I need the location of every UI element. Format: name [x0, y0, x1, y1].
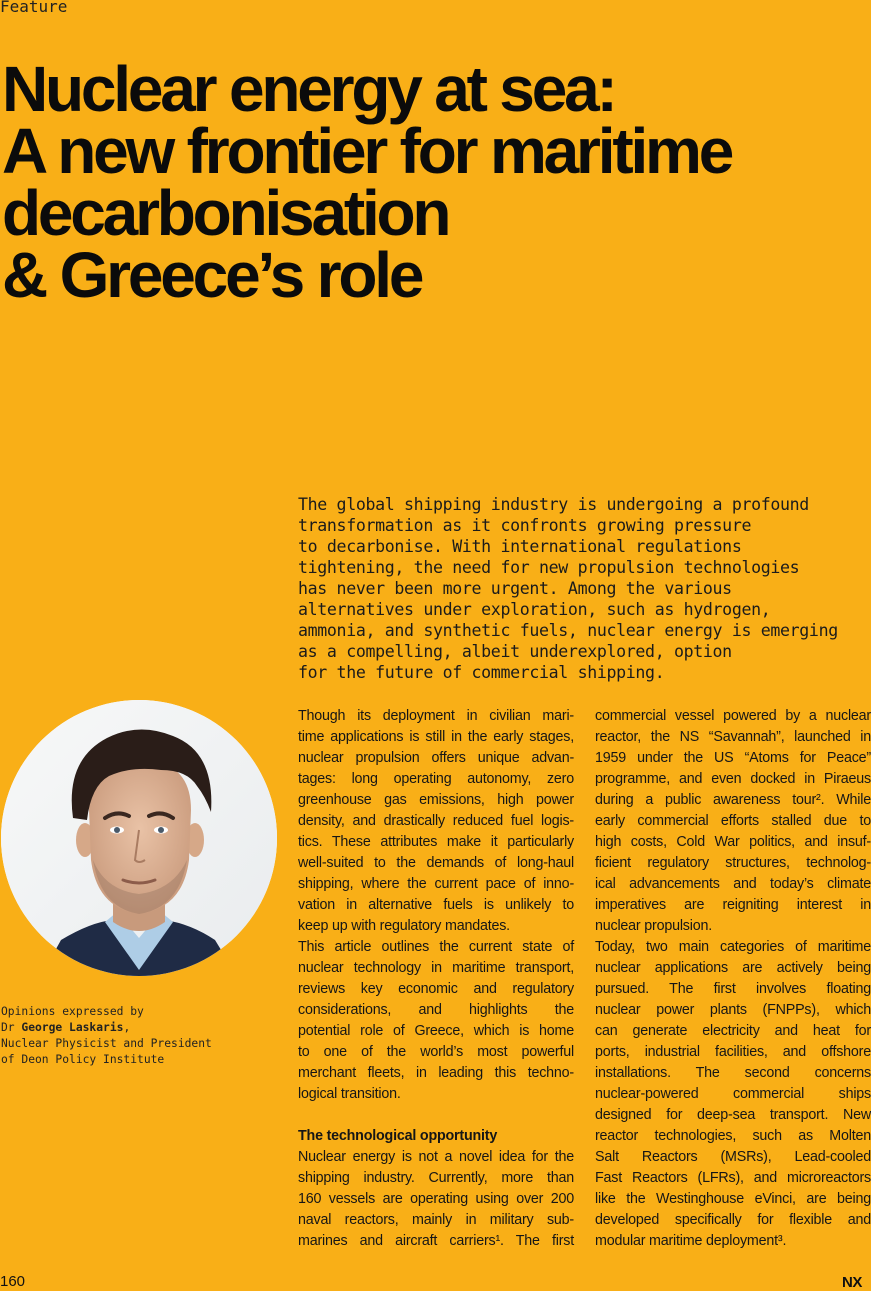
body-line: naval reactors, mainly in military sub- [298, 1212, 574, 1228]
intro-line: ammonia, and synthetic fuels, nuclear energy is emerging [298, 621, 838, 640]
intro-line: has never been more urgent. Among the various [298, 579, 732, 598]
body-line: during a public awareness tour². While [595, 792, 871, 808]
body-line: programme, and even docked in Piraeus [595, 771, 871, 787]
intro-line: as a compelling, albeit underexplored, option [298, 642, 732, 661]
body-line: This article outlines the current state of [298, 939, 574, 955]
intro-line: to decarbonise. With international regulations [298, 537, 742, 556]
body-line: reactor, the NS “Savannah”, launched in [595, 729, 871, 745]
body-line: nuclear propulsion offers unique advan- [298, 750, 574, 766]
byline-comma: , [123, 1021, 131, 1034]
nx-logo: NX [842, 1274, 862, 1291]
body-line: installations. The second concerns [595, 1065, 871, 1081]
body-line: high costs, Cold War politics, and insuf- [595, 834, 871, 850]
body-line: merchant fleets, in leading this techno- [298, 1065, 574, 1081]
body-line: nuclear propulsion. [595, 918, 713, 934]
body-line: ports, industrial facilities, and offshore [595, 1044, 871, 1060]
body-line: ficient regulatory structures, technolog- [595, 855, 871, 871]
intro-paragraph [298, 494, 868, 683]
body-line: marines and aircraft carriers¹. The first [298, 1233, 574, 1249]
body-line: commercial vessel powered by a nuclear [595, 708, 871, 724]
body-line: Fast Reactors (LFRs), and microreactors [595, 1170, 871, 1186]
body-line: considerations, and highlights the [298, 1002, 574, 1018]
author-portrait [1, 700, 277, 976]
section-label: Feature [0, 0, 68, 16]
author-photo [1, 700, 277, 976]
author-byline [1, 1004, 212, 1068]
body-line: imperatives are reigniting interest in [595, 897, 871, 913]
intro-line: alternatives under exploration, such as hydrogen, [298, 600, 771, 619]
body-line: potential role of Greece, which is home [298, 1023, 574, 1039]
body-line: Today, two main categories of maritime [595, 939, 871, 955]
body-line: 1959 under the US “Atoms for Peace” [595, 750, 871, 766]
body-line: nuclear technology in maritime transport, [298, 960, 574, 976]
body-line: Salt Reactors (MSRs), Lead-cooled [595, 1149, 871, 1165]
body-column-1 [298, 706, 574, 1252]
body-line: keep up with regulatory mandates. [298, 918, 510, 934]
body-line: vation in alternative fuels is unlikely to [298, 897, 574, 913]
body-line: nuclear-powered commercial ships [595, 1086, 871, 1102]
body-line: tages: long operating autonomy, zero [298, 771, 574, 787]
body-line: greenhouse gas emissions, high power [298, 792, 574, 808]
body-line: well-suited to the demands of long-haul [298, 855, 574, 871]
body-line: early commercial efforts stalled due to [595, 813, 871, 829]
body-line: modular maritime deployment³. [595, 1233, 787, 1249]
intro-line: The global shipping industry is undergoing a profound [298, 495, 809, 514]
body-line: to one of the world’s most powerful [298, 1044, 574, 1060]
author-role: of Deon Policy Institute [1, 1053, 165, 1066]
author-role: Nuclear Physicist and President [1, 1037, 212, 1050]
body-line: developed specifically for flexible and [595, 1212, 871, 1228]
body-line: like the Westinghouse eVinci, are being [595, 1191, 871, 1207]
intro-line: for the future of commercial shipping. [298, 663, 665, 682]
page-number: 160 [0, 1273, 26, 1290]
body-line: shipping industry. Currently, more than [298, 1170, 574, 1186]
title-line: Nuclear energy at sea: [2, 53, 615, 125]
body-line: reactor technologies, such as Molten [595, 1128, 871, 1144]
intro-line: transformation as it confronts growing pressure [298, 516, 752, 535]
body-line: nuclear applications are actively being [595, 960, 871, 976]
body-line: time applications is still in the early stages, [298, 729, 574, 745]
article-title [2, 53, 732, 311]
body-line: nuclear power plants (FNPPs), which [595, 1002, 871, 1018]
body-line: pursued. The first involves floating [595, 981, 871, 997]
body-line: Though its deployment in civilian mari- [298, 708, 574, 724]
paragraph-gap [298, 1105, 574, 1126]
intro-line: tightening, the need for new propulsion technologies [298, 558, 800, 577]
body-line: 160 vessels are operating using over 200 [298, 1191, 574, 1207]
body-column-2 [595, 706, 871, 1252]
body-line: tics. These attributes make it particularly [298, 834, 574, 850]
title-line: & Greece’s role [2, 239, 422, 311]
body-line: ical advancements and today’s climate [595, 876, 871, 892]
byline-prefix: Opinions expressed by [1, 1005, 144, 1018]
body-line: logical transition. [298, 1086, 401, 1102]
body-line: can generate electricity and heat for [595, 1023, 871, 1039]
section-heading: The technological opportunity [298, 1128, 498, 1144]
body-line: designed for deep-sea transport. New [595, 1107, 871, 1123]
byline-name-line [1, 1020, 212, 1036]
title-line: decarbonisation [2, 177, 449, 249]
body-line: density, and drastically reduced fuel logis- [298, 813, 574, 829]
body-line: Nuclear energy is not a novel idea for the [298, 1149, 574, 1165]
title-line: A new frontier for maritime [2, 115, 732, 187]
author-name: George Laskaris [21, 1021, 124, 1034]
body-line: shipping, where the current pace of inno- [298, 876, 574, 892]
byline-title: Dr [1, 1021, 22, 1034]
body-line: reviews key economic and regulatory [298, 981, 574, 997]
